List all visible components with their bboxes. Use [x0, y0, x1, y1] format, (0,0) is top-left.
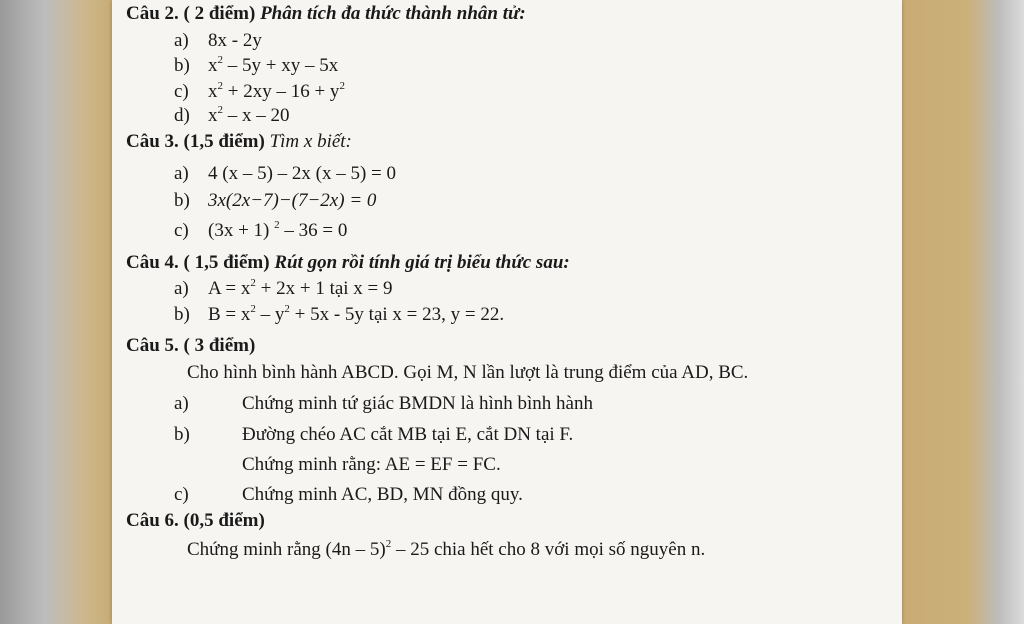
q2-c-part2: + 2xy – 16 + y [223, 81, 340, 102]
q2-a-label: a) [174, 30, 189, 51]
q3-item-b [174, 189, 376, 213]
q2-item-c [174, 80, 345, 104]
exam-paper [112, 0, 902, 624]
q5-intro: Cho hình bình hành ABCD. Gọi M, N lần lượt là trung điểm của AD, BC. [187, 362, 749, 383]
q2-d-part2: – x – 20 [223, 105, 290, 126]
q3-c-part2: – 36 = 0 [279, 220, 348, 241]
q2-b-part1: x [208, 55, 218, 76]
q5-a-text: Chứng minh tứ giác BMDN là hình bình hành [242, 393, 593, 414]
q2-item-b [174, 54, 338, 78]
q2-b-exp: 2 [217, 54, 223, 66]
q4-head: Câu 4. ( 1,5 điểm) [126, 252, 270, 273]
q2-item-d [174, 104, 290, 128]
q3-b-label: b) [174, 190, 190, 211]
q4-item-b [174, 303, 504, 327]
q3-heading [126, 130, 352, 154]
q6-exp: 2 [385, 538, 392, 550]
q2-head: Câu 2. ( 2 điểm) [126, 3, 256, 24]
q4-b-label: b) [174, 304, 190, 325]
q2-d-label: d) [174, 105, 190, 126]
q6-heading [126, 509, 265, 533]
q5-b-continuation: Chứng minh rằng: AE = EF = FC. [242, 454, 501, 475]
q5-c-label: c) [174, 484, 189, 505]
q2-item-a [174, 29, 262, 53]
q3-title: Tìm x biết: [269, 131, 352, 152]
q2-c-part1: x [208, 81, 218, 102]
q2-d-exp: 2 [217, 104, 223, 116]
q4-b-part3: + 5x - 5y tại x = 23, y = 22. [289, 304, 505, 325]
q2-heading [126, 2, 526, 26]
q5-item-c [174, 483, 523, 507]
q3-a-label: a) [174, 163, 189, 184]
q4-b-part1: B = x [208, 304, 251, 325]
q5-c-text: Chứng minh AC, BD, MN đồng quy. [242, 484, 523, 505]
q5-head: Câu 5. ( 3 điểm) [126, 335, 256, 356]
q4-b-exp1: 2 [250, 303, 256, 315]
q3-c-part1: (3x + 1) [208, 220, 275, 241]
q5-heading [126, 334, 255, 358]
q6-text [187, 538, 705, 562]
q3-c-label: c) [174, 220, 189, 241]
q6-part1: Chứng minh rằng (4n – 5) [187, 539, 386, 560]
q4-a-label: a) [174, 278, 189, 299]
q5-item-a [174, 392, 593, 416]
q2-b-label: b) [174, 55, 190, 76]
q5-a-label: a) [174, 393, 189, 414]
q4-title: Rút gọn rồi tính giá trị biểu thức sau: [274, 252, 570, 273]
q4-item-a [174, 277, 393, 301]
q4-a-part1: A = x [208, 278, 251, 299]
q4-a-exp: 2 [250, 277, 256, 289]
q5-item-b [174, 423, 573, 447]
q4-b-part2: – y [255, 304, 285, 325]
q3-item-c [174, 219, 347, 243]
q3-b-text: 3x(2x−7)−(7−2x) = 0 [208, 190, 377, 211]
q6-head: Câu 6. (0,5 điểm) [126, 510, 265, 531]
q3-c-exp: 2 [274, 219, 280, 231]
q5-b-text: Đường chéo AC cắt MB tại E, cắt DN tại F. [242, 424, 574, 445]
q3-head: Câu 3. (1,5 điểm) [126, 131, 265, 152]
q3-a-text: 4 (x – 5) – 2x (x – 5) = 0 [208, 163, 397, 184]
q2-title: Phân tích đa thức thành nhân tử: [260, 3, 526, 24]
q4-b-exp2: 2 [284, 303, 290, 315]
desk-background-left [0, 0, 112, 624]
q2-c-exp1: 2 [217, 80, 223, 92]
q2-c-exp2: 2 [339, 80, 345, 92]
q5-b-label: b) [174, 424, 190, 445]
q6-part2: – 25 chia hết cho 8 với mọi số nguyên n. [391, 539, 706, 560]
q2-a-text: 8x - 2y [208, 30, 262, 51]
q4-a-part2: + 2x + 1 tại x = 9 [255, 278, 393, 299]
q2-c-label: c) [174, 81, 189, 102]
desk-background-right [900, 0, 1024, 624]
q3-item-a [174, 162, 396, 186]
q2-d-part1: x [208, 105, 218, 126]
q4-heading [126, 251, 570, 275]
q2-b-part2: – 5y + xy – 5x [223, 55, 339, 76]
